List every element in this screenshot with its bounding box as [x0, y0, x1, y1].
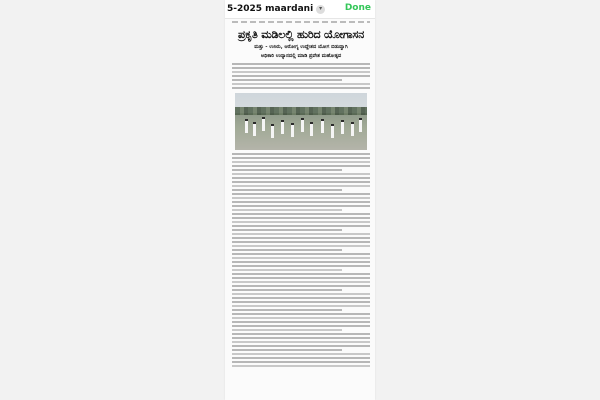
done-button[interactable]: Done	[344, 3, 371, 13]
article-intro-text	[232, 63, 370, 89]
person-figure	[331, 124, 334, 138]
person-figure	[291, 123, 294, 137]
person-figure	[281, 120, 284, 134]
person-figure	[262, 117, 265, 131]
person-figure	[310, 122, 313, 136]
article-subhead-1: ಮತ್ತು - ಉಸಿರು, ಆರೋಗ್ಯ ಉದ್ದೇಶದ ಯೋಗ ಬಿಡುವ್ವಾಗಿ	[254, 44, 348, 50]
yoga-event-photo	[235, 93, 367, 150]
person-figure	[271, 124, 274, 138]
viewer-top-bar	[225, 0, 375, 19]
person-figure	[351, 122, 354, 136]
person-figure	[245, 119, 248, 133]
article-body-text	[232, 153, 370, 367]
top-text-strip	[232, 21, 370, 23]
newspaper-clipping	[232, 18, 370, 369]
article-headline: ಪ್ರಕೃತಿ ಮಡಿಲಲ್ಲಿ ಹುರಿದ ಯೋಗಾಸನ	[237, 28, 365, 41]
trees-background	[235, 107, 367, 115]
person-figure	[359, 118, 362, 132]
person-figure	[253, 122, 256, 136]
article-subhead-2: ಅಧಿಕಾರಿ ಉದ್ಯಾನದಲ್ಲಿ ಮಾಡಿ ಪ್ರವೇಶ ಮಹೋತ್ಸವ	[260, 53, 342, 59]
document-title: 5-2025 maardani	[227, 4, 314, 14]
person-figure	[321, 119, 324, 133]
person-figure	[301, 118, 304, 132]
chevron-down-icon[interactable]: ▾	[316, 5, 325, 14]
person-figure	[341, 120, 344, 134]
